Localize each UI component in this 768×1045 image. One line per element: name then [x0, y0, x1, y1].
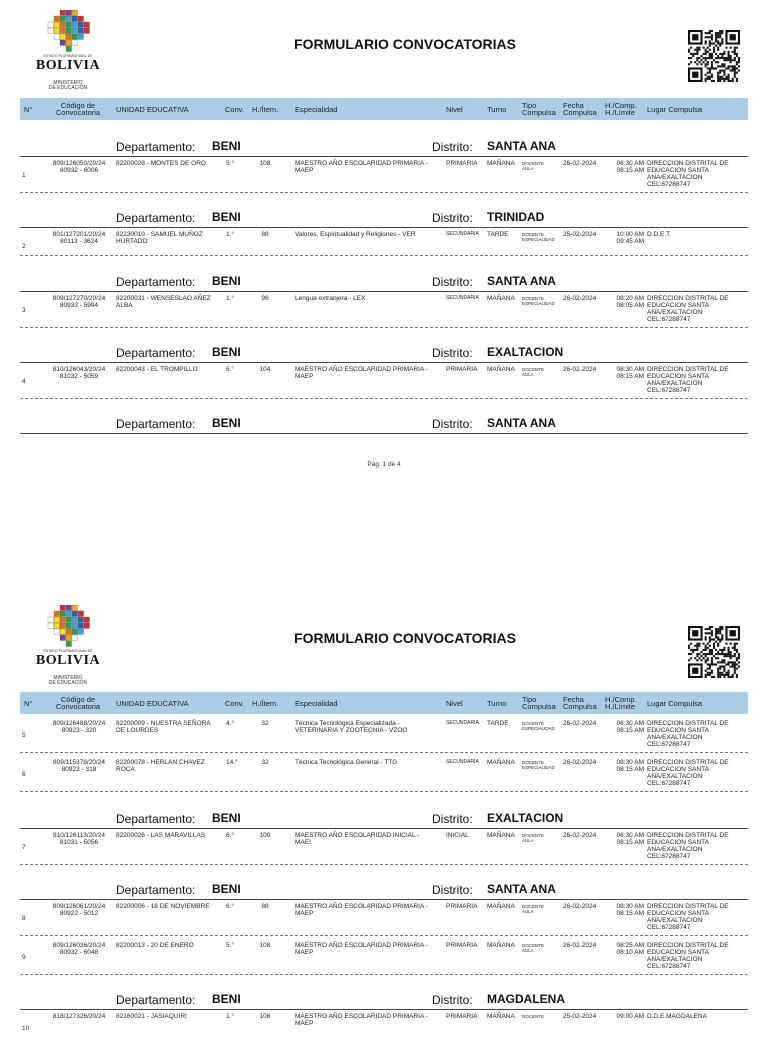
- ministry-logo: [28, 605, 108, 690]
- cell-tipo: DOCENTE AULA: [522, 904, 545, 914]
- qr-code-icon: [688, 626, 740, 678]
- cell-n: 6: [22, 771, 26, 778]
- cell-nivel: INICIAL: [446, 832, 469, 839]
- cell-turno: MAÑANA: [487, 903, 515, 910]
- col-lugar: Lugar Compulsa: [647, 698, 703, 708]
- cell-especialidad: MAESTRO AÑO ESCOLARIDAD PRIMARIA - MAEP: [295, 1013, 428, 1027]
- departamento-value: BENI: [212, 811, 241, 825]
- cell-tipo: DOCENTE AULA: [522, 833, 545, 843]
- cell-tipo: DOCENTE AULA: [522, 367, 545, 377]
- col-hitem: H./Ítem.: [252, 698, 279, 708]
- cell-unidad: 82230010 - SAMUEL MUÑOZ HURTADO: [116, 231, 203, 245]
- cell-codigo: 810/126113/20/24 81031 - 5056: [53, 832, 105, 846]
- departamento-value: BENI: [212, 416, 241, 430]
- cell-unidad: 82200013 - 20 DE ENERO: [116, 942, 194, 949]
- cell-unidad: 82200009 - NUESTRA SEÑORA DE LOURDES: [116, 720, 211, 734]
- cell-hitem: 96: [261, 295, 269, 302]
- cell-turno: MAÑANA: [487, 942, 515, 949]
- col-hcomp: H./Comp. H./Límite: [605, 695, 637, 711]
- distrito-value: SANTA ANA: [487, 882, 556, 896]
- group-header: [20, 138, 748, 157]
- distrito-label: Distrito:: [432, 993, 473, 1007]
- cell-unidad: 82200043 - EL TROMPILLO: [116, 366, 198, 373]
- cell-unidad: 82200026 - LAS MARAVILLAS: [116, 832, 206, 839]
- table-row: [20, 940, 748, 975]
- col-nivel: Nivel: [446, 698, 463, 708]
- table-row: [20, 718, 748, 753]
- distrito-value: EXALTACION: [487, 345, 564, 359]
- cell-hitem: 108: [259, 942, 271, 949]
- cell-unidad: 82160021 - JASIAQUIRI: [116, 1013, 187, 1020]
- distrito-label: Distrito:: [432, 417, 473, 431]
- cell-hcomp: 08:30 AM 08:15 AM: [616, 720, 644, 734]
- cell-hcomp: 08:30 AM 08:15 AM: [616, 160, 644, 174]
- cell-hcomp: 10:00 AM 09:45 AM: [616, 231, 644, 245]
- table-row: [20, 1011, 748, 1045]
- cell-lugar: DIRECCION DISTRITAL DE EDUCACION SANTA ANA/EXALTACION CEL:67288747: [647, 160, 729, 188]
- cell-lugar: DIRECCION DISTRITAL DE EDUCACION SANTA ANA/EXALTACION CEL:67288747: [647, 942, 729, 970]
- cell-hitem: 108: [259, 160, 271, 167]
- cell-tipo: DOCENTE: [522, 1014, 545, 1019]
- logo-brand-text: BOLIVIA: [35, 58, 101, 73]
- col-number: N°: [24, 104, 33, 114]
- qr-code-icon: [688, 30, 740, 82]
- cell-n: 5: [22, 732, 26, 739]
- col-unidad: UNIDAD EDUCATIVA: [116, 698, 189, 708]
- cell-codigo: 818/127326/20/24: [52, 1013, 106, 1020]
- cell-hcomp: 09:00 AM: [616, 1013, 644, 1020]
- logo-brand-text: BOLIVIA: [35, 653, 101, 668]
- cell-conv: 6.°: [226, 832, 235, 839]
- cell-nivel: SECUNDARIA: [446, 759, 479, 765]
- distrito-value: SANTA ANA: [487, 274, 556, 288]
- distrito-label: Distrito:: [432, 140, 473, 154]
- departamento-label: Departamento:: [116, 812, 196, 826]
- col-tipo: Tipo Compulsa: [522, 695, 556, 711]
- group-header: [20, 209, 748, 228]
- group-header: [20, 810, 748, 829]
- cell-lugar: DIRECCION DISTRITAL DE EDUCACION SANTA ANA/EXALTACION CEL:67288747: [647, 366, 729, 394]
- cell-lugar: DIRECCION DISTRITAL DE EDUCACION SANTA ANA/EXALTACION CEL:67288747: [647, 295, 729, 323]
- col-unidad: UNIDAD EDUCATIVA: [116, 104, 189, 114]
- cell-fecha: 26-02-2024: [563, 295, 597, 302]
- cell-hcomp: 08:20 AM 08:05 AM: [616, 295, 644, 309]
- col-hcomp: H./Comp. H./Límite: [605, 101, 637, 117]
- cell-lugar: DIRECCION DISTRITAL DE EDUCACION SANTA ANA/EXALTACION CEL:67288747: [647, 903, 729, 931]
- cell-unidad: 82200006 - 18 DE NOVIEMBRE: [116, 903, 210, 910]
- cell-codigo: 801/127201/20/24 80113 - 3624: [52, 231, 106, 245]
- cell-lugar: D.D.E.MAGDALENA: [647, 1013, 707, 1020]
- cell-hitem: 104: [259, 366, 271, 373]
- cell-fecha: 25-02-2024: [563, 231, 597, 238]
- group-header: [20, 273, 748, 292]
- cell-n: 3: [22, 307, 26, 314]
- distrito-value: EXALTACION: [487, 811, 564, 825]
- cell-conv: 6.°: [226, 903, 235, 910]
- cell-conv: 6.°: [226, 366, 235, 373]
- col-turno: Turno: [487, 104, 507, 114]
- cell-unidad: 82200031 - WENSESLAO AÑEZ ALBA: [116, 295, 211, 309]
- col-especialidad: Especialidad: [295, 104, 338, 114]
- departamento-label: Departamento:: [116, 346, 196, 360]
- cell-n: 7: [22, 844, 26, 851]
- cell-lugar: DIRECCION DISTRITAL DE EDUCACION SANTA ANA/EXALTACION CEL:67288747: [647, 832, 729, 860]
- cell-turno: MAÑANA: [487, 366, 515, 373]
- cell-hcomp: 08:30 AM 08:15 AM: [616, 903, 644, 917]
- cell-fecha: 26-02-2024: [563, 720, 597, 727]
- logo-small-text: ESTADO PLURINACIONAL DE: [43, 649, 93, 653]
- cell-especialidad: MAESTRO AÑO ESCOLARIDAD PRIMARIA - MAEP: [295, 903, 428, 917]
- cell-especialidad: MAESTRO AÑO ESCOLARIDAD PRIMARIA - MAEP: [295, 366, 428, 380]
- col-lugar: Lugar Compulsa: [647, 104, 703, 114]
- group-header: [20, 881, 748, 900]
- cell-n: 9: [22, 954, 26, 961]
- cell-conv: 1.°: [226, 1013, 235, 1020]
- cell-n: 2: [22, 243, 26, 250]
- departamento-value: BENI: [212, 274, 241, 288]
- form-title: FORMULARIO CONVOCATORIAS: [294, 36, 516, 52]
- cell-conv: 5.°: [226, 160, 235, 167]
- cell-especialidad: Técnica Tecnológica Especializada - VETERINARIA Y ZOOTECNIA - VZOO: [295, 720, 408, 734]
- departamento-value: BENI: [212, 139, 241, 153]
- cell-especialidad: MAESTRO AÑO ESCOLARIDAD PRIMARIA - MAEP: [295, 160, 428, 174]
- cell-nivel: PRIMARIA: [446, 942, 478, 949]
- col-nivel: Nivel: [446, 104, 463, 114]
- cell-hitem: 32: [261, 759, 269, 766]
- cell-n: 10: [22, 1025, 30, 1032]
- distrito-value: MAGDALENA: [487, 992, 565, 1006]
- cell-especialidad: MAESTRO AÑO ESCOLARIDAD PRIMARIA - MAEP: [295, 942, 428, 956]
- cell-hcomp: 08:30 AM 08:15 AM: [616, 366, 644, 380]
- distrito-label: Distrito:: [432, 883, 473, 897]
- cell-codigo: 809/126036/20/24 80932 - 6048: [52, 942, 106, 956]
- distrito-label: Distrito:: [432, 346, 473, 360]
- cell-especialidad: MAESTRO AÑO ESCOLARIDAD INICIAL - MAEI: [295, 832, 420, 846]
- distrito-label: Distrito:: [432, 211, 473, 225]
- logo-small-text: ESTADO PLURINACIONAL DE: [43, 54, 93, 58]
- departamento-value: BENI: [212, 210, 241, 224]
- departamento-label: Departamento:: [116, 211, 196, 225]
- cell-nivel: SECUNDARIA: [446, 720, 479, 726]
- cell-fecha: 26-02-2024: [563, 903, 597, 910]
- cell-hcomp: 08:30 AM 08:15 AM: [616, 759, 644, 773]
- distrito-label: Distrito:: [432, 812, 473, 826]
- cell-tipo: DOCENTE ESPECIALIDAD: [522, 721, 555, 731]
- distrito-label: Distrito:: [432, 275, 473, 289]
- col-number: N°: [24, 698, 33, 708]
- cell-turno: MAÑANA: [487, 1013, 515, 1020]
- table-row: [20, 830, 748, 865]
- cell-fecha: 26-02-2024: [563, 160, 597, 167]
- cell-unidad: 82200078 - HERLAN CHAVEZ ROCA: [116, 759, 205, 773]
- cell-n: 8: [22, 915, 26, 922]
- group-header: [20, 415, 748, 434]
- cell-turno: MAÑANA: [487, 832, 515, 839]
- table-header: [20, 98, 748, 120]
- logo-ministry-text: MINISTERIO DE EDUCACIÓN: [48, 80, 88, 91]
- cell-turno: MAÑANA: [487, 295, 515, 302]
- cell-tipo: DOCENTE ESPECIALIDAD: [522, 296, 555, 306]
- cell-fecha: 25-02-2024: [563, 1013, 597, 1020]
- cell-nivel: PRIMARIA: [446, 366, 478, 373]
- cell-tipo: DOCENTE AULA: [522, 943, 545, 953]
- departamento-value: BENI: [212, 882, 241, 896]
- cell-turno: TARDE: [487, 231, 509, 238]
- departamento-label: Departamento:: [116, 275, 196, 289]
- cell-turno: TARDE: [487, 720, 509, 727]
- cell-lugar: DIRECCION DISTRITAL DE EDUCACION SANTA ANA/EXALTACION CEL:67288747: [647, 720, 729, 748]
- departamento-label: Departamento:: [116, 417, 196, 431]
- cell-codigo: 809/126488/20/24 80923 - 320: [52, 720, 106, 734]
- cell-especialidad: Lengua extranjera - LEX: [295, 295, 366, 302]
- table-row: [20, 293, 748, 328]
- cell-especialidad: Valores, Espiritualidad y Religiones - VER: [295, 231, 416, 238]
- col-fecha: Fecha Compulsa: [563, 695, 597, 711]
- distrito-value: TRINIDAD: [487, 210, 545, 224]
- col-turno: Turno: [487, 698, 507, 708]
- cell-unidad: 82200028 - MONTES DE ORO: [116, 160, 206, 167]
- cell-fecha: 26-02-2024: [563, 759, 597, 766]
- cell-tipo: DOCENTE ESPECIALIDAD: [522, 232, 555, 242]
- cell-tipo: DOCENTE AULA: [522, 161, 545, 171]
- cell-lugar: D.D.E.T.: [647, 231, 672, 238]
- page-number: Pág. 1 de 4: [367, 461, 401, 468]
- ministry-logo: [28, 10, 108, 95]
- col-tipo: Tipo Compulsa: [522, 101, 556, 117]
- cell-fecha: 26-02-2024: [563, 942, 597, 949]
- cell-fecha: 26-02-2024: [563, 832, 597, 839]
- col-conv: Conv.: [225, 104, 245, 114]
- departamento-value: BENI: [212, 992, 241, 1006]
- cell-nivel: PRIMARIA: [446, 903, 478, 910]
- cell-nivel: PRIMARIA: [446, 160, 478, 167]
- cell-conv: 14.°: [226, 759, 238, 766]
- col-fecha: Fecha Compulsa: [563, 101, 597, 117]
- cell-conv: 5.°: [226, 942, 235, 949]
- col-hitem: H./Ítem.: [252, 104, 279, 114]
- distrito-value: SANTA ANA: [487, 416, 556, 430]
- cell-especialidad: Técnica Tecnológica General - TTG: [295, 759, 398, 766]
- cell-codigo: 809/126050/20/24 80932 - 6006: [52, 160, 106, 174]
- wiphala-emblem-icon: [46, 10, 92, 52]
- cell-tipo: DOCENTE ESPECIALIDAD: [522, 760, 555, 770]
- table-row: [20, 229, 748, 256]
- col-codigo: Código de Convocatoria: [55, 101, 101, 117]
- wiphala-emblem-icon: [46, 605, 92, 647]
- form-title: FORMULARIO CONVOCATORIAS: [294, 630, 516, 646]
- departamento-label: Departamento:: [116, 883, 196, 897]
- cell-codigo: 810/126043/20/24 81032 - 5059: [52, 366, 106, 380]
- cell-nivel: SECUNDARIA: [446, 231, 479, 237]
- cell-codigo: 809/115378/20/24 80923 - 318: [53, 759, 105, 773]
- cell-fecha: 26-02-2024: [563, 366, 597, 373]
- group-header: [20, 991, 748, 1010]
- cell-turno: MAÑANA: [487, 759, 515, 766]
- group-header: [20, 344, 748, 363]
- cell-hitem: 88: [261, 231, 269, 238]
- distrito-value: SANTA ANA: [487, 139, 556, 153]
- cell-codigo: 809/127270/20/24 80933 - 5994: [52, 295, 106, 309]
- departamento-label: Departamento:: [116, 140, 196, 154]
- departamento-label: Departamento:: [116, 993, 196, 1007]
- cell-conv: 1.°: [226, 231, 235, 238]
- cell-hcomp: 08:25 AM 08:10 AM: [616, 942, 644, 956]
- cell-n: 4: [22, 378, 26, 385]
- cell-codigo: 809/126061/20/24 80922 - 5012: [52, 903, 106, 917]
- cell-hitem: 32: [261, 720, 269, 727]
- cell-nivel: PRIMARIA: [446, 1013, 478, 1020]
- cell-conv: 1.°: [226, 295, 235, 302]
- cell-nivel: SECUNDARIA: [446, 295, 479, 301]
- table-header: [20, 692, 748, 714]
- cell-lugar: DIRECCION DISTRITAL DE EDUCACION SANTA ANA/EXALTACION CEL:67288747: [647, 759, 729, 787]
- col-codigo: Código de Convocatoria: [55, 695, 101, 711]
- table-row: [20, 364, 748, 399]
- cell-hitem: 108: [259, 1013, 271, 1020]
- col-conv: Conv.: [225, 698, 245, 708]
- table-row: [20, 158, 748, 193]
- cell-conv: 4.°: [226, 720, 235, 727]
- cell-hitem: 88: [261, 903, 269, 910]
- table-row: [20, 757, 748, 792]
- cell-hitem: 100: [259, 832, 271, 839]
- col-especialidad: Especialidad: [295, 698, 338, 708]
- cell-hcomp: 08:30 AM 08:15 AM: [616, 832, 644, 846]
- cell-n: 1: [22, 172, 26, 179]
- departamento-value: BENI: [212, 345, 241, 359]
- table-row: [20, 901, 748, 936]
- cell-turno: MAÑANA: [487, 160, 515, 167]
- logo-ministry-text: MINISTERIO DE EDUCACIÓN: [48, 675, 88, 686]
